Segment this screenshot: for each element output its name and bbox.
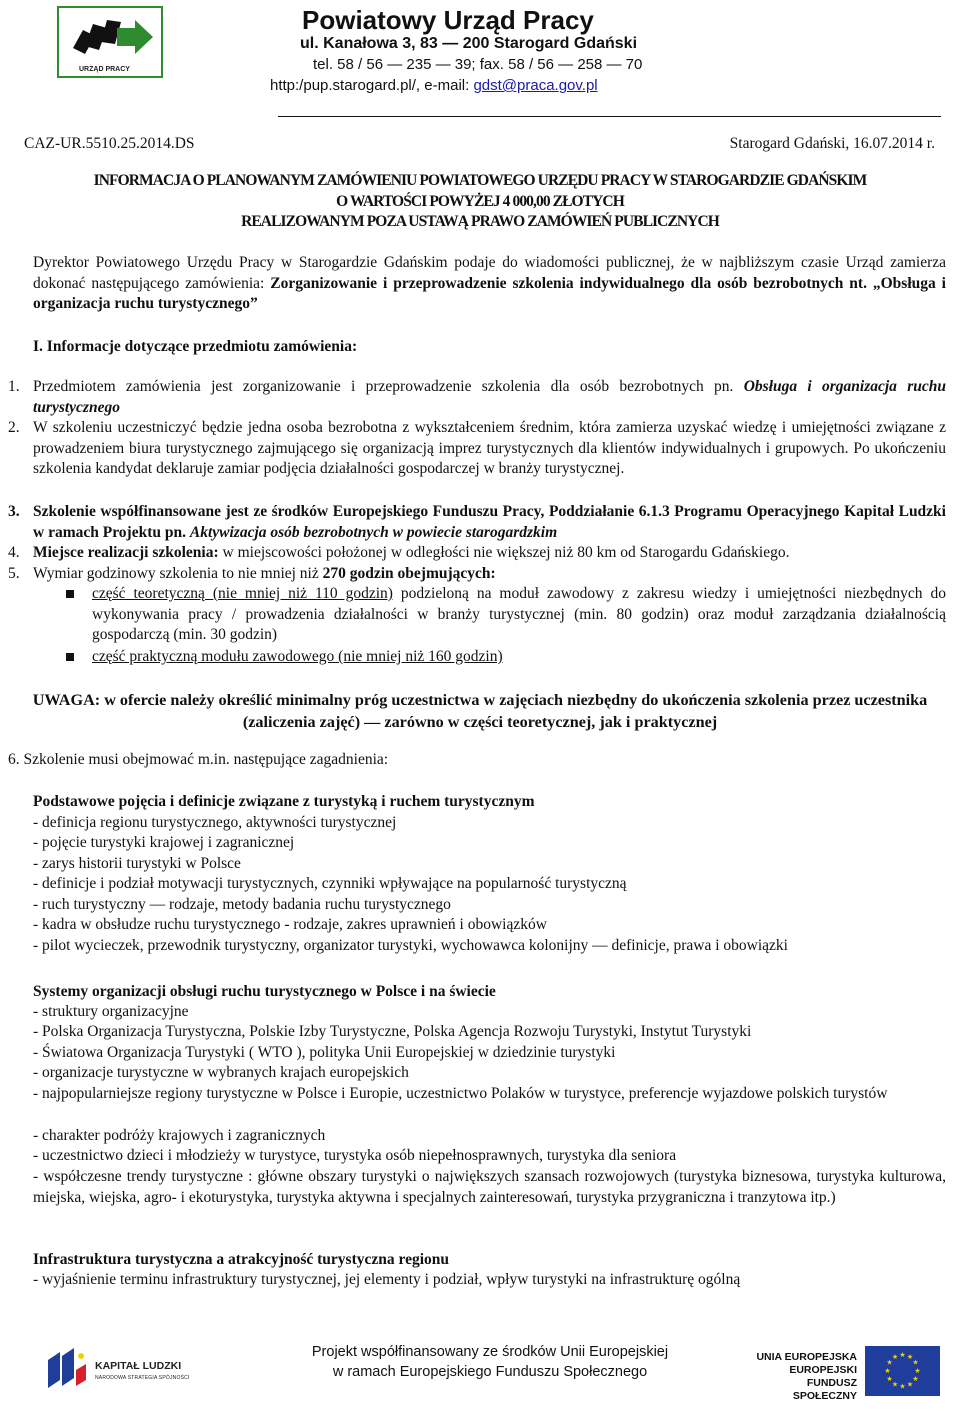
topic-line: - kadra w obsłudze ruchu turystycznego - rodzaje, zakres uprawnień i obowiązków [33, 916, 547, 933]
footer-cofinancing [290, 1342, 690, 1382]
pup-logo [57, 6, 163, 78]
footer-line-2: w ramach Europejskiego Funduszu Społecznego [332, 1364, 648, 1380]
topic-heading: Systemy organizacji obsługi ruchu turystycznego w Polsce i na świecie [33, 983, 496, 1000]
section-heading: I. Informacje dotyczące przedmiotu zamówienia: [33, 338, 358, 355]
item-5-hours: 270 godzin obejmujących: [322, 565, 496, 582]
item-3-text: Szkolenie współfinansowane jest ze środków Europejskiego Funduszu Pracy, Poddziałanie 6.1.3 Programu Operacyjnego Kapitał Ludzki w ramach Projektu pn. [33, 503, 946, 541]
item-1-text: Przedmiotem zamówienia jest zorganizowanie i przeprowadzenie szkolenia dla osób bezrobotnych pn. [33, 378, 744, 395]
letterhead [270, 6, 790, 96]
eu-flag-icon [865, 1346, 940, 1396]
svg-text:★: ★ [906, 1353, 914, 1361]
intro-text: Dyrektor Powiatowego Urzędu Pracy w Starogardzie Gdańskim podaje do wiadomości publicznej, że w najbliższym czasie Urząd zamierza dokonać następującego zamówienia: [33, 254, 946, 292]
place-date: Starogard Gdański, 16.07.2014 r. [729, 135, 935, 152]
item-6: 6. Szkolenie musi obejmować m.in. następujące zagadnienia: [8, 751, 389, 768]
topic-line: - Światowa Organizacja Turystyki ( WTO ), polityka Unii Europejskiej w dziedzinie turystyki [33, 1044, 616, 1061]
topic-line: - pilot wycieczek, przewodnik turystyczny, organizator turystyki, wychowawca kolonijny — definicje, prawa i obowiązki [33, 937, 788, 954]
topic-line: - współczesne trendy turystyczne : główne obszary turystyki o największych szansach rozwojowych (turystyka biznesowa, turystyka kulturowa, miejska, wiejska, agro- i ekoturystyka, turystyka aktywna i specjalnych zainteresowań, turystyka przygraniczna i tranzytowa itp.) [33, 1168, 946, 1206]
bullet-square [66, 590, 74, 598]
theory-hours: część teoretyczną (nie mniej niż 110 godzin) [92, 585, 393, 602]
topic-line: - najpopularniejsze regiony turystyczne w Polsce i Europie, uczestnictwo Polaków w turystyce, preferencje wyjazdowe polskich turystów [33, 1085, 888, 1102]
footer-line-1: Projekt współfinansowany ze środków Unii Europejskiej [311, 1344, 669, 1360]
topic-line: - definicje i podział motywacji turystycznych, czynniki wpływające na popularność turystyczną [33, 875, 627, 892]
topic-line: - struktury organizacyjne [33, 1003, 189, 1020]
svg-text:★: ★ [912, 1358, 919, 1367]
intro-paragraph [33, 253, 946, 315]
svg-text:★: ★ [886, 1375, 893, 1383]
svg-text:★: ★ [899, 1351, 906, 1359]
topic-line: - ruch turystyczny — rodzaje, metody badania ruchu turystycznego [33, 896, 451, 913]
topic-line: - wyjaśnienie terminu infrastruktury turystycznej, jej elementy i podział, wpływ turystyki na infrastrukturę ogólną [33, 1271, 741, 1288]
topic-line: - organizacje turystyczne w wybranych krajach europejskich [33, 1064, 409, 1081]
kl-subtitle: NARODOWA STRATEGIA SPÓJNOŚCI [95, 1375, 190, 1381]
item-3 [33, 502, 946, 543]
item-4 [33, 543, 946, 564]
email-link[interactable]: gdst@praca.gov.pl [473, 77, 598, 94]
theory-text: podzieloną na moduł zawodowy z zakresu wiedzy i umiejętności niezbędnych do wykonywania pracy / prowadzenia działalności w branży turystycznej (min. 80 godzin) oraz moduł zarządzania działalnością gospodarczą (min. 30 godzin) [92, 585, 946, 643]
topic-line: - Polska Organizacja Turystyczna, Polskie Izby Turystyczne, Polska Agencja Rozwoju Turystyki, Instytut Turystyki [33, 1023, 752, 1040]
reference-number: CAZ-UR.5510.25.2014.DS [24, 135, 195, 152]
title-line-2: O WARTOŚCI POWYŻEJ 4 000,00 ZŁOTYCH [336, 193, 624, 210]
eu-line-3: FUNDUSZ SPOŁECZNY [792, 1377, 857, 1402]
bullet-theory [92, 584, 946, 646]
bullet-practice [92, 647, 946, 668]
notice-uwaga: UWAGA: w ofercie należy określić minimalny próg uczestnictwa w zajęciach niezbędny do ukończenia szkolenia przez uczestnika (zaliczenia zajęć) — zarówno w części teoretycznej, jak i praktycznej [32, 691, 928, 731]
item-number: 2. [8, 419, 20, 436]
svg-text:★: ★ [891, 1353, 899, 1361]
topic-line: - uczestnictwo dzieci i młodzieży w turystyce, turystyka osób niepełnosprawnych, turystyka dla seniora [33, 1147, 677, 1164]
title-line-3: REALIZOWANYM POZA USTAWĄ PRAWO ZAMÓWIEŃ PUBLICZNYCH [241, 213, 719, 230]
header-rule [278, 116, 941, 117]
item-4-text: w miejscowości położonej w odległości nie większej niż 80 km od Starogardu Gdańskiego. [218, 544, 790, 561]
eu-fund-text [753, 1351, 857, 1403]
svg-text:★: ★ [891, 1380, 899, 1389]
intro-subject: Zorganizowanie i przeprowadzenie szkolenia indywidualnego dla osób bezrobotnych nt. „Obsługa i organizacja ruchu turystycznego” [33, 274, 946, 312]
web-address: http:/pup.starogard.pl/, e-mail: [270, 77, 474, 94]
kapital-ludzki-text [95, 1360, 190, 1384]
practice-hours: część praktyczną modułu zawodowego (nie mniej niż 160 godzin) [92, 648, 503, 665]
item-1-subject: Obsługa i organizacja ruchu turystycznego [33, 378, 946, 416]
title-line-1: INFORMACJA O PLANOWANYM ZAMÓWIENIU POWIATOWEGO URZĘDU PRACY W STAROGARDZIE GDAŃSKIM [93, 172, 867, 189]
item-4-label: Miejsce realizacji szkolenia: [33, 544, 219, 561]
eu-line-2: EUROPEJSKI [789, 1364, 857, 1376]
item-5-text: Wymiar godzinowy szkolenia to nie mniej niż [33, 565, 323, 582]
svg-text:★: ★ [906, 1380, 914, 1389]
item-number: 3. [8, 503, 20, 520]
svg-text:★: ★ [899, 1382, 906, 1391]
svg-text:★: ★ [886, 1358, 893, 1367]
item-number: 5. [8, 565, 20, 582]
kapital-ludzki-logo [44, 1346, 90, 1392]
topic-line: - charakter podróży krajowych i zagranicznych [33, 1127, 326, 1144]
eu-line-1: UNIA EUROPEJSKA [756, 1351, 857, 1363]
topic-line: - zarys historii turystyki w Polsce [33, 855, 241, 872]
topic-line: - definicja regionu turystycznego, aktywności turystycznej [33, 814, 397, 831]
topic-heading: Infrastruktura turystyczna a atrakcyjność turystyczna regionu [33, 1251, 450, 1268]
org-address: ul. Kanałowa 3, 83 — 200 Starogard Gdański [300, 35, 638, 52]
org-phone: tel. 58 / 56 — 235 — 39; fax. 58 / 56 — 258 — 70 [313, 56, 643, 73]
svg-text:★: ★ [884, 1367, 891, 1375]
svg-text:★: ★ [914, 1367, 921, 1375]
item-2: W szkoleniu uczestniczyć będzie jedna osoba bezrobotna z wykształceniem średnim, która zamierza uzyskać wiedzę i umiejętności związane z prowadzeniem biura turystycznego zajmującego się organizacją imprez turystycznych dla klientów indywidualnych i grupowych. Po ukończeniu szkolenia kandydat deklaruje zamiar podjęcia działalności gospodarczej w branży turystycznej. [33, 419, 946, 477]
item-number: 1. [8, 378, 20, 395]
item-number: 4. [8, 544, 20, 561]
svg-text:★: ★ [912, 1375, 919, 1383]
bullet-square [66, 653, 74, 661]
topic-line: - pojęcie turystyki krajowej i zagranicznej [33, 834, 295, 851]
org-name: Powiatowy Urząd Pracy [302, 5, 594, 35]
item-5 [33, 564, 946, 585]
topic-heading: Podstawowe pojęcia i definicje związane z turystyką i ruchem turystycznym [33, 793, 535, 810]
kl-title: KAPITAŁ LUDZKI [95, 1360, 182, 1372]
item-1 [33, 377, 946, 418]
org-web-line [270, 75, 790, 96]
logo-text: URZĄD PRACY [79, 66, 130, 73]
item-3-project: Aktywizacja osób bezrobotnych w powiecie starogardzkim [189, 523, 558, 541]
